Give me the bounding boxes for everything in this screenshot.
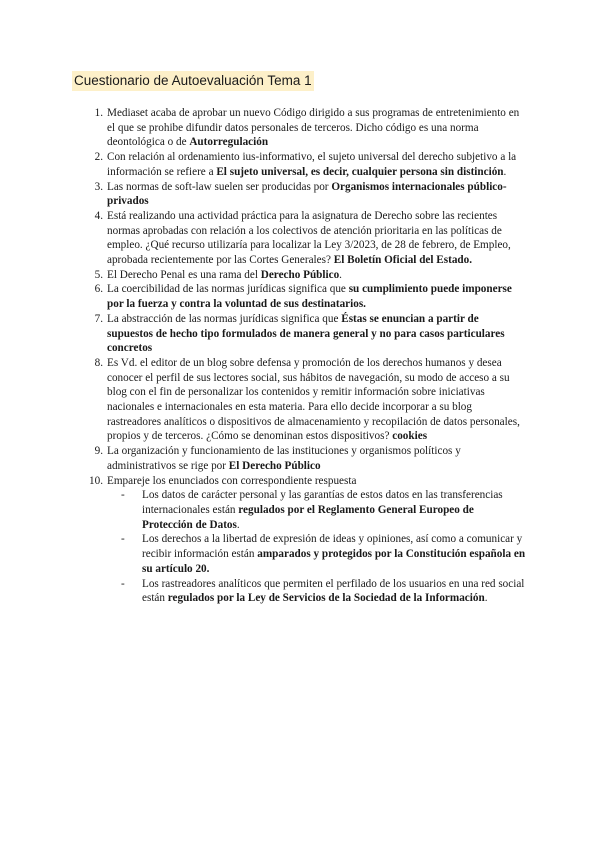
question-text: El Derecho Penal es una rama del (107, 268, 261, 281)
question-number: 3. (94, 180, 103, 193)
match-item (121, 577, 527, 606)
question-answer: El sujeto universal, es decir, cualquier persona sin distinción (216, 165, 504, 178)
match-after: . (236, 518, 240, 531)
question-number: 2. (94, 151, 103, 164)
question-number: 8. (94, 356, 103, 369)
question-answer: Derecho Público (260, 268, 340, 281)
match-text: Los derechos a la libertad de expresión de ideas y opiniones, así como a comunicar y recibir información están (142, 533, 523, 561)
match-after: . (484, 592, 488, 605)
match-answer: amparados y protegidos por la Constitución española en su artículo 20. (142, 548, 526, 575)
question-answer: Autorregulación (189, 136, 269, 149)
question-answer: El Derecho Público (228, 459, 321, 472)
question-text: Es Vd. el editor de un blog sobre defensa y promoción de los derechos humanos y desea conocer el perfil de sus lectores social, sus hábitos de navegación, su modo de acceso a su blog con el fin de personalizar los contenidos y remitir información sobre iniciativas nacionales e internacionales en esta materia. Para ello decide incorporar a su blog rastreadores analíticos o dispositivos de almacenamiento y recopilación de datos personales, propios y de terceros. ¿Cómo se denominan estos dispositivos? (107, 356, 520, 443)
question-number: 6. (94, 283, 103, 296)
question-text: La organización y funcionamiento de las instituciones y organismos políticos y administrativos se rige por (107, 445, 461, 472)
question-item (94, 356, 527, 444)
question-answer: Organismos internacionales público-privados (107, 180, 507, 208)
question-number: 7. (94, 312, 103, 325)
question-answer: Éstas se enuncian a partir de supuestos de hecho tipo formulados de manera general y no para casos particulares concretos (107, 312, 505, 355)
dash-bullet: - (121, 489, 125, 502)
question-text: La abstracción de las normas jurídicas significa que (107, 312, 342, 325)
page-title: Cuestionario de Autoevaluación Tema 1 (72, 71, 314, 91)
match-text: Los rastreadores analíticos que permiten el perfilado de los usuarios en una red social están (142, 577, 525, 605)
dash-bullet: - (121, 533, 125, 546)
question-item (94, 268, 527, 283)
question-text: Mediaset acaba de aprobar un nuevo Código dirigido a sus programas de entretenimiento en el que se prohibe difundir datos personales de terceros. Dicho código es una norma deontológica o de (107, 107, 520, 149)
question-item (94, 209, 527, 268)
question-item (94, 282, 527, 311)
question-number: 9. (94, 445, 103, 458)
question-item (94, 180, 527, 209)
question-item (94, 150, 527, 179)
match-item (121, 532, 527, 576)
question-text: La coercibilidad de las normas jurídicas significa que (107, 283, 349, 296)
question-number: 4. (94, 209, 103, 222)
match-list (107, 488, 527, 606)
question-answer: cookies (392, 430, 428, 443)
question-number: 10. (89, 474, 103, 487)
question-item (94, 444, 527, 473)
question-text: Está realizando una actividad práctica para la asignatura de Derecho sobre las recientes normas aprobadas con relación a los colectivos de atención prioritaria en las políticas de empleo. ¿Qué recurso utilizaría para localizar la Ley 3/2023, de 28 de febrero, de Empleo, aprobada recientemente por las Cortes Generales? (107, 209, 511, 267)
question-answer: su cumplimiento puede imponerse por la fuerza y contra la voluntad de sus destinatarios. (107, 283, 512, 311)
match-item (121, 488, 527, 532)
question-item (94, 106, 527, 150)
question-after: . (503, 165, 507, 178)
question-item (89, 474, 527, 606)
question-list (89, 106, 527, 606)
question-answer: El Boletín Oficial del Estado. (333, 254, 473, 267)
question-text: Con relación al ordenamiento ius-informativo, el sujeto universal del derecho subjetivo a la información se refiere a (107, 151, 517, 178)
question-after: . (339, 268, 342, 281)
question-text: Empareje los enunciados con correspondiente respuesta (107, 474, 357, 487)
question-number: 5. (94, 268, 103, 281)
match-answer: regulados por el Reglamento General Europeo de Protección de Datos (142, 503, 474, 531)
question-text: Las normas de soft-law suelen ser producidas por (107, 180, 332, 193)
match-text: Los datos de carácter personal y las garantías de estos datos en las transferencias internacionales están (142, 489, 503, 516)
match-answer: regulados por la Ley de Servicios de la Sociedad de la Información (167, 592, 485, 605)
question-item (94, 312, 527, 356)
question-number: 1. (94, 107, 103, 119)
dash-bullet: - (121, 577, 125, 590)
